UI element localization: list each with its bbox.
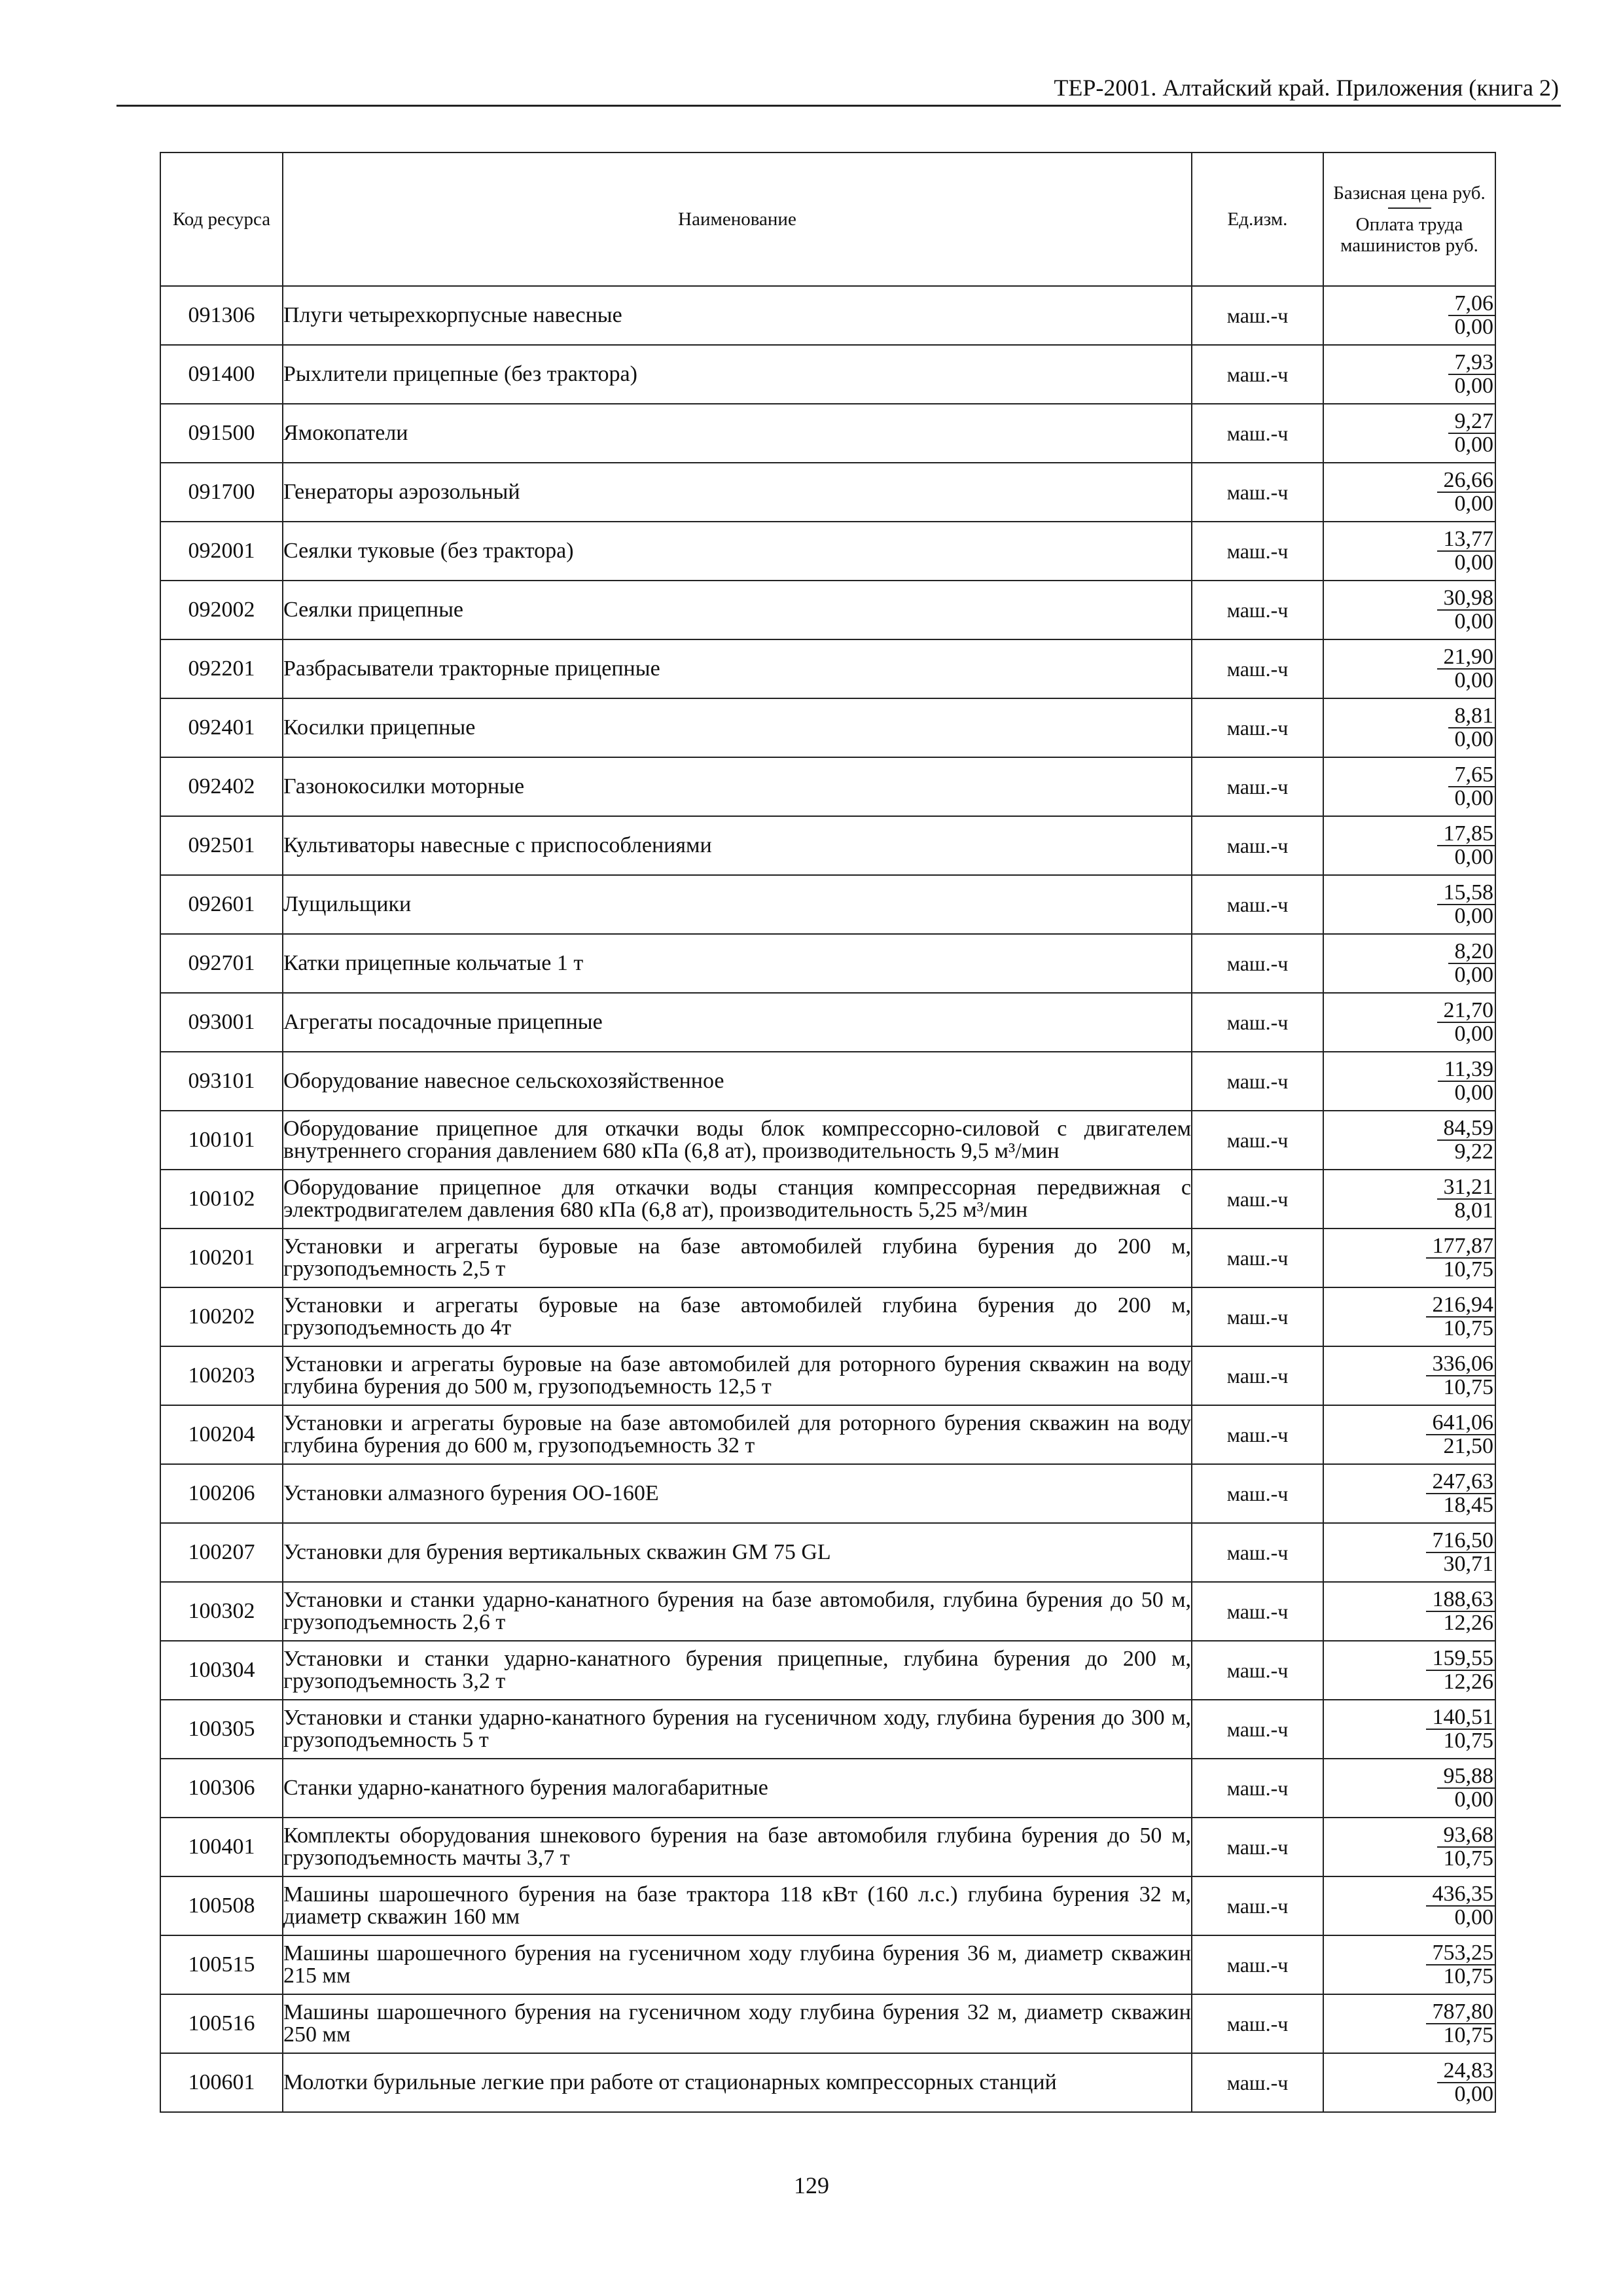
operator-wage: 0,00 bbox=[1454, 2082, 1493, 2106]
price-fraction bbox=[1448, 941, 1495, 986]
resource-name: Установки и агрегаты буровые на базе автомобилей глубина бурения до 200 м, грузоподъемность 2,5 т bbox=[283, 1229, 1192, 1287]
resource-code: 100201 bbox=[160, 1229, 283, 1287]
table-body bbox=[160, 286, 1495, 2112]
operator-wage: 0,00 bbox=[1454, 1022, 1493, 1046]
operator-wage: 0,00 bbox=[1454, 845, 1493, 869]
unit-of-measure: маш.-ч bbox=[1192, 1111, 1323, 1170]
table-row bbox=[160, 875, 1495, 934]
unit-of-measure: маш.-ч bbox=[1192, 1935, 1323, 1994]
unit-of-measure: маш.-ч bbox=[1192, 1523, 1323, 1582]
price-cell bbox=[1323, 1582, 1495, 1641]
resource-name: Комплекты оборудования шнекового бурения на базе автомобиля глубина бурения до 50 м, грузоподъемность мачты 3,7 т bbox=[283, 1818, 1192, 1876]
unit-of-measure: маш.-ч bbox=[1192, 1287, 1323, 1346]
unit-of-measure: маш.-ч bbox=[1192, 581, 1323, 639]
table-row bbox=[160, 1405, 1495, 1464]
resource-code: 092002 bbox=[160, 581, 283, 639]
unit-of-measure: маш.-ч bbox=[1192, 1818, 1323, 1876]
price-cell bbox=[1323, 698, 1495, 757]
price-fraction bbox=[1426, 1647, 1495, 1693]
resource-name: Лущильщики bbox=[283, 875, 1192, 934]
operator-wage: 10,75 bbox=[1443, 1964, 1493, 1988]
unit-of-measure: маш.-ч bbox=[1192, 816, 1323, 875]
price-cell bbox=[1323, 757, 1495, 816]
price-fraction bbox=[1437, 528, 1495, 574]
price-fraction bbox=[1426, 2001, 1495, 2047]
price-cell bbox=[1323, 1818, 1495, 1876]
page-number: 129 bbox=[794, 2172, 829, 2198]
resource-name: Установки и агрегаты буровые на базе автомобилей для роторного бурения скважин на воду глубина бурения до 600 м, грузоподъемность 32 т bbox=[283, 1405, 1192, 1464]
price-cell bbox=[1323, 1523, 1495, 1582]
table-row bbox=[160, 1170, 1495, 1229]
table-row bbox=[160, 522, 1495, 581]
price-cell bbox=[1323, 522, 1495, 581]
price-fraction bbox=[1437, 2060, 1495, 2106]
price-cell bbox=[1323, 1935, 1495, 1994]
base-price: 21,70 bbox=[1437, 999, 1495, 1023]
price-fraction bbox=[1437, 1176, 1495, 1222]
price-fraction bbox=[1448, 764, 1495, 810]
price-cell bbox=[1323, 2053, 1495, 2112]
base-price: 84,59 bbox=[1437, 1117, 1495, 1141]
base-price: 95,88 bbox=[1437, 1765, 1495, 1789]
price-cell bbox=[1323, 934, 1495, 993]
price-cell bbox=[1323, 1994, 1495, 2053]
resource-code: 092601 bbox=[160, 875, 283, 934]
price-fraction bbox=[1426, 1942, 1495, 1988]
price-fraction bbox=[1438, 1058, 1495, 1104]
resource-code: 091400 bbox=[160, 345, 283, 404]
resource-name: Станки ударно-канатного бурения малогабаритные bbox=[283, 1759, 1192, 1818]
price-cell bbox=[1323, 404, 1495, 463]
column-header-code bbox=[160, 152, 283, 286]
resource-name: Катки прицепные кольчатые 1 т bbox=[283, 934, 1192, 993]
price-fraction bbox=[1437, 823, 1495, 869]
price-fraction bbox=[1437, 999, 1495, 1045]
column-header-unit-label: Ед.изм. bbox=[1227, 209, 1288, 230]
column-header-operator-wage: Оплата труда машинистов руб. bbox=[1340, 214, 1478, 256]
operator-wage: 0,00 bbox=[1454, 1787, 1493, 1812]
base-price: 716,50 bbox=[1426, 1530, 1495, 1553]
operator-wage: 10,75 bbox=[1443, 1846, 1493, 1871]
base-price: 140,51 bbox=[1426, 1706, 1495, 1730]
resource-name: Оборудование прицепное для откачки воды станция компрессорная передвижная с электродвигателем давления 680 кПа (6,8 ат), производительность 5,25 м³/мин bbox=[283, 1170, 1192, 1229]
resource-code: 100203 bbox=[160, 1346, 283, 1405]
resource-name: Рыхлители прицепные (без трактора) bbox=[283, 345, 1192, 404]
resource-code: 100207 bbox=[160, 1523, 283, 1582]
table-row bbox=[160, 1700, 1495, 1759]
operator-wage: 12,26 bbox=[1443, 1670, 1493, 1694]
resource-code: 093001 bbox=[160, 993, 283, 1052]
resource-name: Машины шарошечного бурения на базе трактора 118 кВт (160 л.с.) глубина бурения 32 м, диаметр скважин 160 мм bbox=[283, 1876, 1192, 1935]
table-row bbox=[160, 993, 1495, 1052]
base-price: 641,06 bbox=[1426, 1412, 1495, 1435]
base-price: 753,25 bbox=[1426, 1942, 1495, 1965]
column-header-base-price: Базисная цена руб. bbox=[1333, 183, 1486, 204]
resource-name: Разбрасыватели тракторные прицепные bbox=[283, 639, 1192, 698]
unit-of-measure: маш.-ч bbox=[1192, 1641, 1323, 1700]
price-fraction bbox=[1426, 1412, 1495, 1458]
price-cell bbox=[1323, 875, 1495, 934]
price-fraction bbox=[1426, 1294, 1495, 1340]
operator-wage: 0,00 bbox=[1454, 433, 1493, 457]
base-price: 787,80 bbox=[1426, 2001, 1495, 2024]
base-price: 7,93 bbox=[1448, 351, 1495, 375]
unit-of-measure: маш.-ч bbox=[1192, 1229, 1323, 1287]
resource-code: 092401 bbox=[160, 698, 283, 757]
price-fraction bbox=[1426, 1235, 1495, 1281]
operator-wage: 0,00 bbox=[1454, 727, 1493, 751]
resource-code: 100508 bbox=[160, 1876, 283, 1935]
header-rule bbox=[116, 105, 1561, 107]
table-row bbox=[160, 698, 1495, 757]
price-cell bbox=[1323, 581, 1495, 639]
table-row bbox=[160, 1641, 1495, 1700]
price-cell bbox=[1323, 1759, 1495, 1818]
price-fraction bbox=[1426, 1353, 1495, 1399]
operator-wage: 10,75 bbox=[1443, 1316, 1493, 1340]
resource-name: Установки алмазного бурения ОО-160Е bbox=[283, 1464, 1192, 1523]
price-fraction bbox=[1437, 1765, 1495, 1811]
table-row bbox=[160, 404, 1495, 463]
resource-code: 091306 bbox=[160, 286, 283, 345]
price-fraction bbox=[1426, 1706, 1495, 1752]
resource-name: Оборудование навесное сельскохозяйственное bbox=[283, 1052, 1192, 1111]
base-price: 24,83 bbox=[1437, 2060, 1495, 2083]
operator-wage: 8,01 bbox=[1454, 1198, 1493, 1223]
price-cell bbox=[1323, 1405, 1495, 1464]
unit-of-measure: маш.-ч bbox=[1192, 1405, 1323, 1464]
price-cell bbox=[1323, 286, 1495, 345]
price-cell bbox=[1323, 993, 1495, 1052]
price-cell bbox=[1323, 463, 1495, 522]
resource-code: 091700 bbox=[160, 463, 283, 522]
operator-wage: 0,00 bbox=[1454, 492, 1493, 516]
table-row bbox=[160, 639, 1495, 698]
price-cell bbox=[1323, 1111, 1495, 1170]
operator-wage: 0,00 bbox=[1454, 904, 1493, 928]
unit-of-measure: маш.-ч bbox=[1192, 993, 1323, 1052]
resource-code: 100515 bbox=[160, 1935, 283, 1994]
price-fraction bbox=[1448, 351, 1495, 397]
unit-of-measure: маш.-ч bbox=[1192, 1700, 1323, 1759]
table-row bbox=[160, 345, 1495, 404]
resource-code: 091500 bbox=[160, 404, 283, 463]
resource-name: Установки и агрегаты буровые на базе автомобилей глубина бурения до 200 м, грузоподъемность до 4т bbox=[283, 1287, 1192, 1346]
price-cell bbox=[1323, 1170, 1495, 1229]
column-header-price bbox=[1323, 152, 1495, 286]
table-row bbox=[160, 1759, 1495, 1818]
operator-wage: 10,75 bbox=[1443, 2023, 1493, 2047]
price-fraction bbox=[1448, 705, 1495, 751]
table-row bbox=[160, 1464, 1495, 1523]
resource-code: 100306 bbox=[160, 1759, 283, 1818]
unit-of-measure: маш.-ч bbox=[1192, 757, 1323, 816]
resource-name: Установки и агрегаты буровые на базе автомобилей для роторного бурения скважин на воду глубина бурения до 500 м, грузоподъемность 12,5 т bbox=[283, 1346, 1192, 1405]
running-header: ТЕР-2001. Алтайский край. Приложения (книга 2) bbox=[1054, 75, 1559, 101]
column-header-name bbox=[283, 152, 1192, 286]
price-fraction bbox=[1426, 1588, 1495, 1634]
base-price: 247,63 bbox=[1426, 1471, 1495, 1494]
base-price: 21,90 bbox=[1437, 646, 1495, 670]
table-row bbox=[160, 1935, 1495, 1994]
table-row bbox=[160, 1111, 1495, 1170]
resource-code: 092201 bbox=[160, 639, 283, 698]
base-price: 31,21 bbox=[1437, 1176, 1495, 1200]
table-row bbox=[160, 1523, 1495, 1582]
operator-wage: 0,00 bbox=[1454, 1905, 1493, 1929]
resource-code: 100516 bbox=[160, 1994, 283, 2053]
table-row bbox=[160, 1818, 1495, 1876]
price-fraction bbox=[1437, 1117, 1495, 1163]
resource-name: Машины шарошечного бурения на гусеничном ходу глубина бурения 32 м, диаметр скважин 250 мм bbox=[283, 1994, 1192, 2053]
table-row bbox=[160, 581, 1495, 639]
operator-wage: 0,00 bbox=[1454, 374, 1493, 398]
resource-name: Сеялки прицепные bbox=[283, 581, 1192, 639]
price-cell bbox=[1323, 1464, 1495, 1523]
resource-code: 100206 bbox=[160, 1464, 283, 1523]
resource-name: Оборудование прицепное для откачки воды блок компрессорно-силовой с двигателем внутреннего сгорания давлением 680 кПа (6,8 ат), производительность 9,5 м³/мин bbox=[283, 1111, 1192, 1170]
table-row bbox=[160, 1229, 1495, 1287]
price-fraction bbox=[1448, 410, 1495, 456]
unit-of-measure: маш.-ч bbox=[1192, 1464, 1323, 1523]
unit-of-measure: маш.-ч bbox=[1192, 404, 1323, 463]
unit-of-measure: маш.-ч bbox=[1192, 639, 1323, 698]
resource-name: Агрегаты посадочные прицепные bbox=[283, 993, 1192, 1052]
base-price: 8,20 bbox=[1448, 941, 1495, 964]
price-fraction bbox=[1426, 1883, 1495, 1929]
operator-wage: 10,75 bbox=[1443, 1729, 1493, 1753]
resource-name: Сеялки туковые (без трактора) bbox=[283, 522, 1192, 581]
base-price: 11,39 bbox=[1438, 1058, 1495, 1082]
resource-code: 092001 bbox=[160, 522, 283, 581]
price-cell bbox=[1323, 639, 1495, 698]
table-row bbox=[160, 1287, 1495, 1346]
unit-of-measure: маш.-ч bbox=[1192, 345, 1323, 404]
resource-name: Установки для бурения вертикальных скважин GM 75 GL bbox=[283, 1523, 1192, 1582]
resource-name: Газонокосилки моторные bbox=[283, 757, 1192, 816]
table-row bbox=[160, 1052, 1495, 1111]
base-price: 436,35 bbox=[1426, 1883, 1495, 1907]
resource-code: 100302 bbox=[160, 1582, 283, 1641]
price-fraction bbox=[1437, 646, 1495, 692]
unit-of-measure: маш.-ч bbox=[1192, 2053, 1323, 2112]
unit-of-measure: маш.-ч bbox=[1192, 1346, 1323, 1405]
base-price: 13,77 bbox=[1437, 528, 1495, 552]
operator-wage: 9,22 bbox=[1454, 1139, 1493, 1164]
price-fraction bbox=[1426, 1471, 1495, 1516]
resource-name: Машины шарошечного бурения на гусеничном ходу глубина бурения 36 м, диаметр скважин 215 мм bbox=[283, 1935, 1192, 1994]
table-header-row bbox=[160, 152, 1495, 286]
price-cell bbox=[1323, 1287, 1495, 1346]
unit-of-measure: маш.-ч bbox=[1192, 286, 1323, 345]
unit-of-measure: маш.-ч bbox=[1192, 1582, 1323, 1641]
resource-name: Молотки бурильные легкие при работе от стационарных компрессорных станций bbox=[283, 2053, 1192, 2112]
price-fraction bbox=[1426, 1530, 1495, 1575]
price-fraction bbox=[1437, 882, 1495, 927]
price-cell bbox=[1323, 1229, 1495, 1287]
table-row bbox=[160, 816, 1495, 875]
table-row bbox=[160, 1876, 1495, 1935]
base-price: 30,98 bbox=[1437, 587, 1495, 611]
base-price: 8,81 bbox=[1448, 705, 1495, 728]
table-row bbox=[160, 1994, 1495, 2053]
base-price: 159,55 bbox=[1426, 1647, 1495, 1671]
table-row bbox=[160, 1346, 1495, 1405]
unit-of-measure: маш.-ч bbox=[1192, 934, 1323, 993]
table-row bbox=[160, 286, 1495, 345]
operator-wage: 0,00 bbox=[1454, 963, 1493, 987]
unit-of-measure: маш.-ч bbox=[1192, 698, 1323, 757]
operator-wage: 12,26 bbox=[1443, 1611, 1493, 1635]
operator-wage: 10,75 bbox=[1443, 1257, 1493, 1282]
price-cell bbox=[1323, 1876, 1495, 1935]
operator-wage: 21,50 bbox=[1443, 1434, 1493, 1458]
unit-of-measure: маш.-ч bbox=[1192, 1052, 1323, 1111]
resource-code: 100601 bbox=[160, 2053, 283, 2112]
resource-name: Установки и станки ударно-канатного бурения на гусеничном ходу, глубина бурения до 300 м, грузоподъемность 5 т bbox=[283, 1700, 1192, 1759]
price-cell bbox=[1323, 1700, 1495, 1759]
resource-name: Культиваторы навесные с приспособлениями bbox=[283, 816, 1192, 875]
base-price: 188,63 bbox=[1426, 1588, 1495, 1612]
price-cell bbox=[1323, 1346, 1495, 1405]
resource-name: Установки и станки ударно-канатного бурения прицепные, глубина бурения до 200 м, грузоподъемность 3,2 т bbox=[283, 1641, 1192, 1700]
base-price: 9,27 bbox=[1448, 410, 1495, 434]
resource-code: 092501 bbox=[160, 816, 283, 875]
base-price: 216,94 bbox=[1426, 1294, 1495, 1318]
price-cell bbox=[1323, 816, 1495, 875]
price-cell bbox=[1323, 1052, 1495, 1111]
base-price: 17,85 bbox=[1437, 823, 1495, 846]
resource-code: 100202 bbox=[160, 1287, 283, 1346]
base-price: 336,06 bbox=[1426, 1353, 1495, 1376]
base-price: 26,66 bbox=[1437, 469, 1495, 493]
resource-price-table bbox=[160, 152, 1496, 2113]
base-price: 93,68 bbox=[1437, 1824, 1495, 1848]
price-fraction bbox=[1437, 469, 1495, 515]
resource-code: 100401 bbox=[160, 1818, 283, 1876]
resource-code: 100204 bbox=[160, 1405, 283, 1464]
base-price: 15,58 bbox=[1437, 882, 1495, 905]
column-header-code-label: Код ресурса bbox=[172, 209, 271, 230]
unit-of-measure: маш.-ч bbox=[1192, 1876, 1323, 1935]
resource-code: 100305 bbox=[160, 1700, 283, 1759]
price-fraction bbox=[1437, 1824, 1495, 1870]
resource-name: Косилки прицепные bbox=[283, 698, 1192, 757]
resource-name: Плуги четырехкорпусные навесные bbox=[283, 286, 1192, 345]
unit-of-measure: маш.-ч bbox=[1192, 1994, 1323, 2053]
resource-code: 100102 bbox=[160, 1170, 283, 1229]
column-header-fraction-line bbox=[1388, 207, 1431, 209]
unit-of-measure: маш.-ч bbox=[1192, 463, 1323, 522]
operator-wage: 18,45 bbox=[1443, 1493, 1493, 1517]
operator-wage: 0,00 bbox=[1454, 609, 1493, 634]
resource-code: 092701 bbox=[160, 934, 283, 993]
column-header-name-label: Наименование bbox=[678, 209, 796, 230]
operator-wage: 10,75 bbox=[1443, 1375, 1493, 1399]
base-price: 7,06 bbox=[1448, 293, 1495, 316]
operator-wage: 30,71 bbox=[1443, 1552, 1493, 1576]
price-fraction bbox=[1437, 587, 1495, 633]
price-cell bbox=[1323, 345, 1495, 404]
base-price: 7,65 bbox=[1448, 764, 1495, 787]
table-row bbox=[160, 757, 1495, 816]
operator-wage: 0,00 bbox=[1454, 550, 1493, 575]
resource-code: 100101 bbox=[160, 1111, 283, 1170]
table-row bbox=[160, 463, 1495, 522]
resource-name: Генераторы аэрозольный bbox=[283, 463, 1192, 522]
table-row bbox=[160, 1582, 1495, 1641]
unit-of-measure: маш.-ч bbox=[1192, 1759, 1323, 1818]
resource-name: Установки и станки ударно-канатного бурения на базе автомобиля, глубина бурения до 50 м, грузоподъемность 2,6 т bbox=[283, 1582, 1192, 1641]
operator-wage: 0,00 bbox=[1454, 1081, 1493, 1105]
unit-of-measure: маш.-ч bbox=[1192, 1170, 1323, 1229]
base-price: 177,87 bbox=[1426, 1235, 1495, 1259]
resource-code: 100304 bbox=[160, 1641, 283, 1700]
unit-of-measure: маш.-ч bbox=[1192, 522, 1323, 581]
operator-wage: 0,00 bbox=[1454, 786, 1493, 810]
table-row bbox=[160, 934, 1495, 993]
unit-of-measure: маш.-ч bbox=[1192, 875, 1323, 934]
resource-code: 093101 bbox=[160, 1052, 283, 1111]
table-row bbox=[160, 2053, 1495, 2112]
operator-wage: 0,00 bbox=[1454, 668, 1493, 692]
operator-wage: 0,00 bbox=[1454, 315, 1493, 339]
resource-code: 092402 bbox=[160, 757, 283, 816]
resource-name: Ямокопатели bbox=[283, 404, 1192, 463]
column-header-unit bbox=[1192, 152, 1323, 286]
price-fraction bbox=[1448, 293, 1495, 338]
price-cell bbox=[1323, 1641, 1495, 1700]
